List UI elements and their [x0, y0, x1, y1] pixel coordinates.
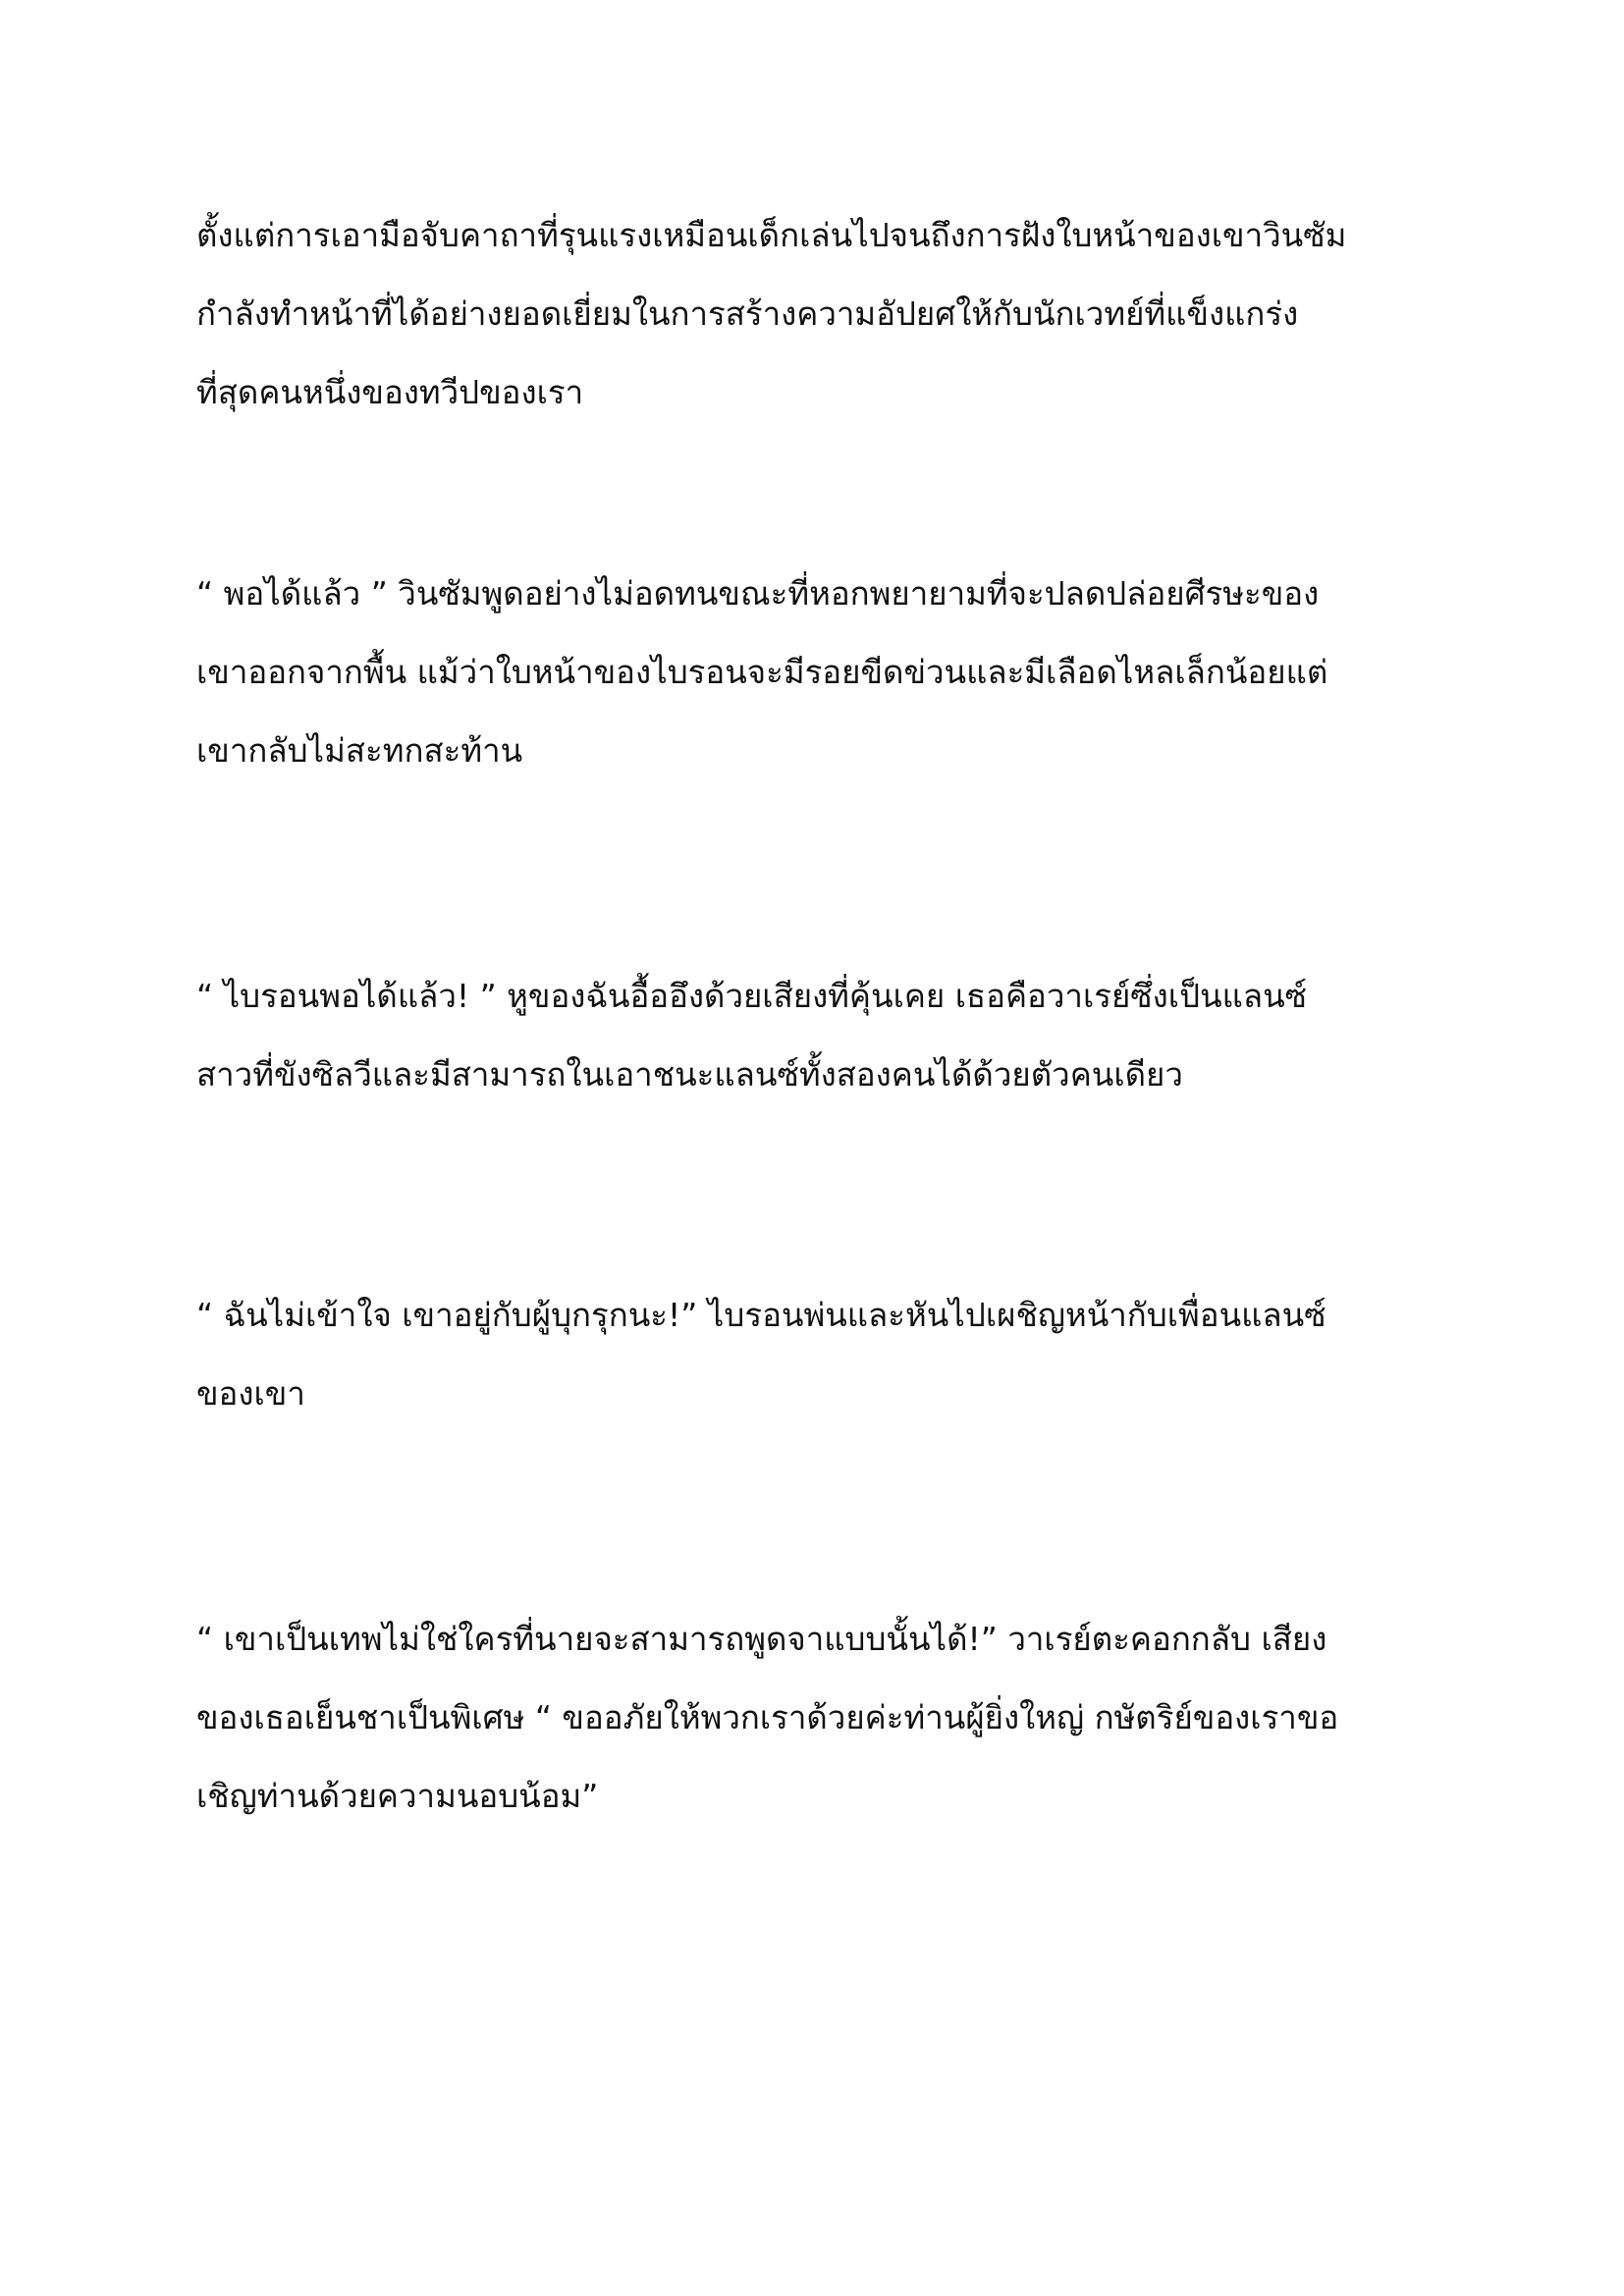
text-line: กำลังทำหน้าที่ได้อย่างยอดเยี่ยมในการสร้างความอัปยศให้กับนักเวทย์ที่แข็งแกร่ง: [196, 294, 1299, 333]
text-line: “ ฉันไม่เข้าใจ เขาอยู่กับผู้บุกรุกนะ!” ไบรอนพ่นและหันไปเผชิญหน้ากับเพื่อนแลนซ์: [196, 1296, 1326, 1334]
text-line: ที่สุดคนหนึ่งของทวีปของเรา: [196, 373, 584, 411]
text-line: “ เขาเป็นเทพไม่ใช่ใครที่นายจะสามารถพูดจาแบบนั้นได้!” วาเรย์ตะคอกกลับ เสียง: [196, 1620, 1327, 1658]
text-line: เขากลับไม่สะทกสะท้าน: [196, 731, 523, 770]
paragraph: [196, 196, 1473, 432]
text-line: “ ไบรอนพอได้แล้ว! ” หูของฉันอื้ออึงด้วยเสียงที่คุ้นเคย เธอคือวาเรย์ซึ่งเป็นแลนซ์: [196, 977, 1308, 1015]
paragraph: [196, 555, 1473, 790]
text-line: ของเขา: [196, 1374, 305, 1413]
paragraph: [196, 1276, 1473, 1433]
text-line: ตั้งแต่การเอามือจับคาถาที่รุนแรงเหมือนเด็กเล่นไปจนถึงการฝังใบหน้าของเขาวินซัม: [196, 216, 1347, 254]
text-line: “ พอได้แล้ว ” วินซัมพูดอย่างไม่อดทนขณะที่หอกพยายามที่จะปลดปล่อยศีรษะของ: [196, 574, 1320, 613]
paragraph: [196, 957, 1473, 1114]
paragraph: [196, 1600, 1473, 1836]
text-line: เชิญท่านด้วยความนอบน้อม”: [196, 1777, 599, 1815]
text-line: เขาออกจากพื้น แม้ว่าใบหน้าของไบรอนจะมีรอยขีดข่วนและมีเลือดไหลเล็กน้อยแต่: [196, 653, 1328, 691]
text-line: ของเธอเย็นชาเป็นพิเศษ “ ขออภัยให้พวกเราด้วยค่ะท่านผู้ยิ่งใหญ่ กษัตริย์ของเราขอ: [196, 1698, 1339, 1736]
text-line: สาวที่ขังซิลวีและมีสามารถในเอาชนะแลนซ์ทั้งสองคนได้ด้วยตัวคนเดียว: [196, 1055, 1183, 1094]
